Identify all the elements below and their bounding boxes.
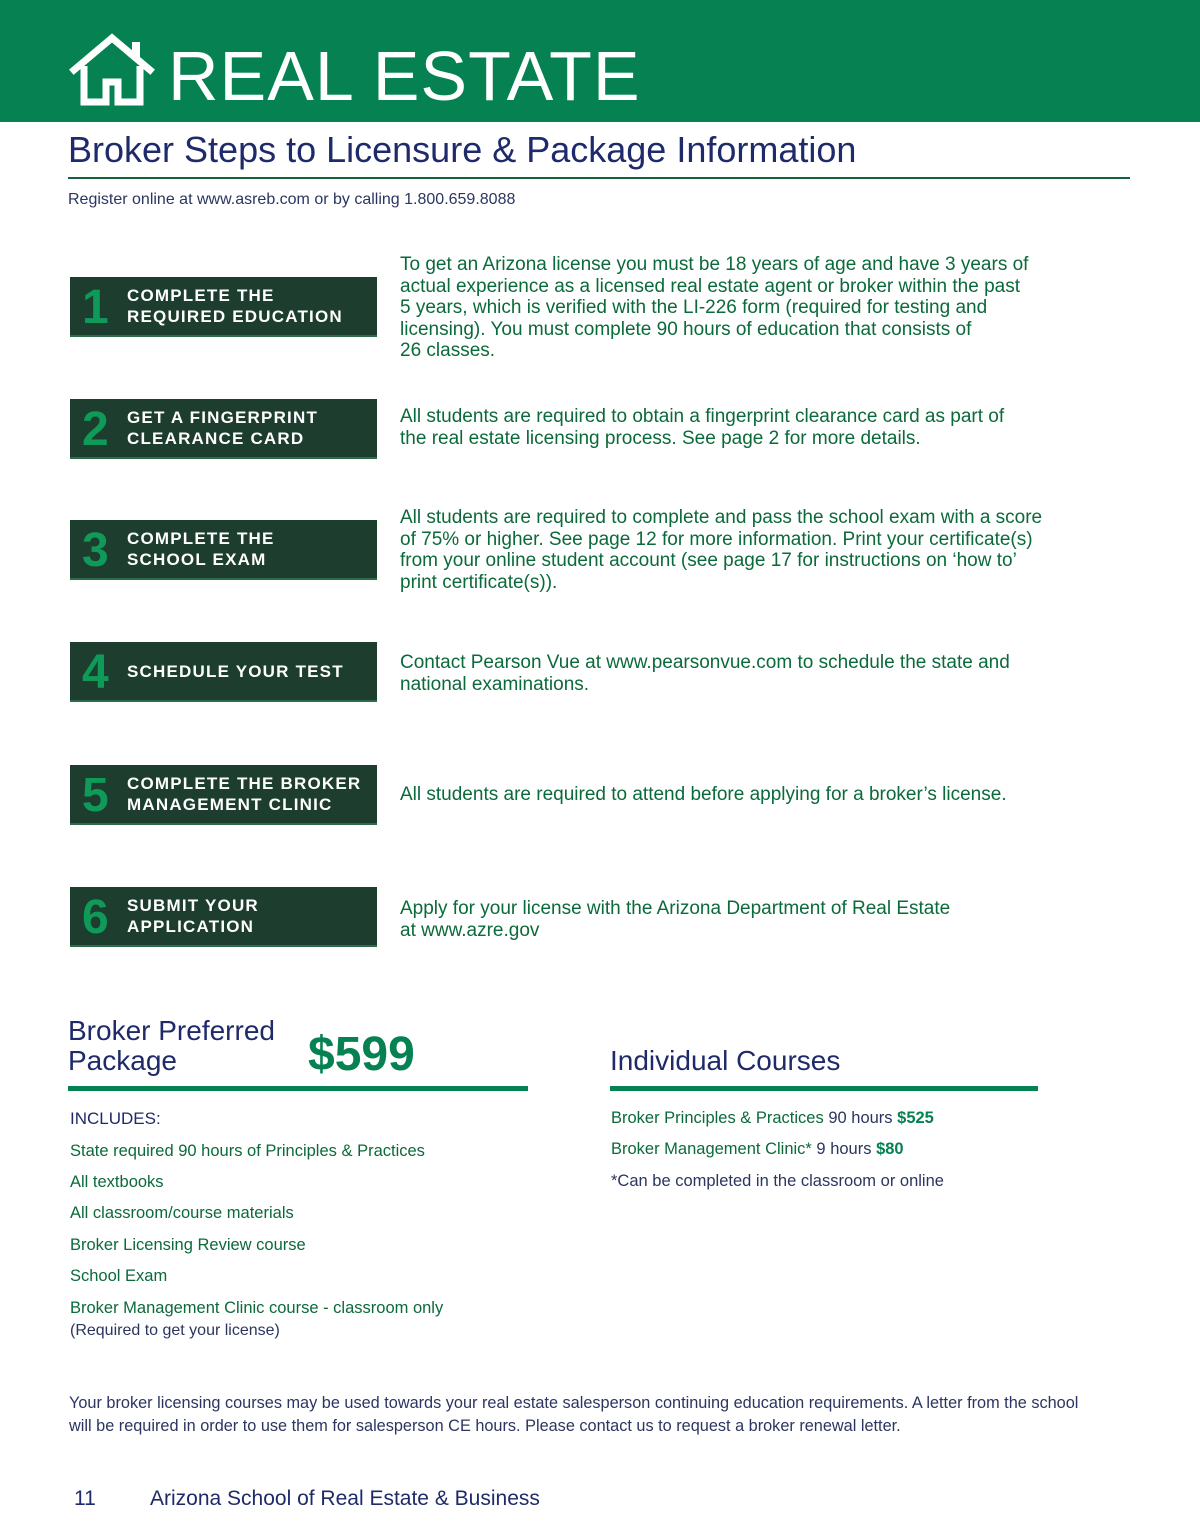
step-desc-line: All students are required to complete and pass the school exam with a score	[400, 507, 1043, 528]
step-1-label	[127, 277, 343, 335]
course-row	[611, 1107, 934, 1129]
step-desc-line: national examinations.	[400, 673, 590, 695]
package-title-line: Package	[68, 1045, 177, 1076]
footer-school-name: Arizona School of Real Estate & Business	[150, 1487, 540, 1510]
course-price: $525	[897, 1109, 934, 1127]
step-label-line: COMPLETE THE	[127, 529, 275, 548]
step-1-description	[400, 254, 1120, 362]
step-label-line: COMPLETE THE	[127, 286, 275, 305]
step-3-description	[400, 507, 1120, 593]
step-6-description	[400, 898, 1120, 941]
course-hours: 9 hours	[811, 1140, 877, 1158]
step-4-number: 4	[82, 646, 109, 699]
step-desc-line: Contact Pearson Vue at www.pearsonvue.com to schedule the state and	[400, 652, 1010, 673]
step-1-box	[70, 277, 377, 337]
step-2-number: 2	[82, 403, 109, 456]
step-desc-line: 5 years, which is verified with the LI-226 form (required for testing and	[400, 297, 988, 318]
step-2-description	[400, 406, 1120, 449]
step-6-box	[70, 887, 377, 947]
package-item: Broker Management Clinic course - classroom only	[70, 1299, 444, 1317]
step-label-line: REQUIRED EDUCATION	[127, 307, 343, 326]
package-item: All classroom/course materials	[70, 1204, 294, 1222]
step-label-line: COMPLETE THE BROKER	[127, 774, 362, 793]
step-desc-line: Apply for your license with the Arizona Department of Real Estate	[400, 898, 951, 919]
step-desc-line: at www.azre.gov	[400, 919, 540, 941]
page-title: REAL ESTATE	[168, 37, 641, 115]
package-title	[68, 1016, 275, 1076]
step-3-number: 3	[82, 524, 109, 577]
step-5-number: 5	[82, 769, 109, 822]
house-icon	[68, 32, 156, 108]
step-6-label	[127, 887, 259, 945]
step-4-label	[127, 642, 344, 700]
step-label-line: SCHEDULE YOUR TEST	[127, 661, 344, 681]
package-item: School Exam	[70, 1267, 168, 1285]
step-2-box	[70, 399, 377, 459]
course-footnote: *Can be completed in the classroom or online	[611, 1172, 944, 1190]
individual-divider	[610, 1086, 1038, 1091]
includes-label: INCLUDES:	[70, 1109, 161, 1128]
course-name: Broker Management Clinic*	[611, 1140, 812, 1158]
step-3-box	[70, 520, 377, 580]
header-banner	[0, 0, 1200, 122]
step-2-label	[127, 399, 318, 457]
section-title: Broker Steps to Licensure & Package Information	[68, 129, 857, 170]
step-desc-line: licensing). You must complete 90 hours of education that consists of	[400, 318, 972, 340]
package-item: Broker Licensing Review course	[70, 1236, 306, 1254]
ce-note	[69, 1392, 1078, 1438]
step-5-label	[127, 765, 361, 823]
individual-courses-title: Individual Courses	[610, 1045, 841, 1076]
step-desc-line: 26 classes.	[400, 340, 496, 361]
register-info: Register online at www.asreb.com or by calling 1.800.659.8088	[68, 191, 516, 208]
step-label-line: CLEARANCE CARD	[127, 429, 305, 448]
step-desc-line: All students are required to attend before applying for a broker’s license.	[400, 784, 1007, 805]
step-4-box	[70, 642, 377, 702]
step-desc-line: of 75% or higher. See page 12 for more information. Print your certificate(s)	[400, 528, 1033, 550]
package-note: (Required to get your license)	[70, 1322, 280, 1339]
step-label-line: GET A FINGERPRINT	[127, 408, 319, 427]
course-row	[611, 1138, 904, 1160]
package-title-line: Broker Preferred	[68, 1015, 275, 1046]
package-price: $599	[308, 1028, 415, 1081]
step-label-line: APPLICATION	[127, 917, 255, 936]
step-desc-line: the real estate licensing process. See page 2 for more details.	[400, 427, 921, 449]
step-4-description	[400, 652, 1120, 695]
course-hours: 90 hours	[823, 1109, 898, 1127]
package-divider	[68, 1086, 528, 1091]
step-desc-line: from your online student account (see page 17 for instructions on ‘how to’	[400, 550, 1017, 571]
step-5-description	[400, 784, 1120, 806]
step-desc-line: print certificate(s)).	[400, 571, 558, 593]
step-1-number: 1	[82, 281, 109, 334]
course-name: Broker Principles & Practices	[611, 1109, 824, 1127]
page-number: 11	[74, 1487, 96, 1510]
package-item: State required 90 hours of Principles & Practices	[70, 1142, 425, 1160]
step-6-number: 6	[82, 891, 109, 944]
step-label-line: SUBMIT YOUR	[127, 896, 259, 915]
step-3-label	[127, 520, 275, 578]
package-item: All textbooks	[70, 1173, 164, 1191]
ce-note-line: Your broker licensing courses may be used towards your real estate salesperson continuing education requirements. A letter from the school	[69, 1394, 1079, 1412]
step-5-box	[70, 765, 377, 825]
step-desc-line: actual experience as a licensed real estate agent or broker within the past	[400, 275, 1020, 297]
step-label-line: SCHOOL EXAM	[127, 550, 267, 569]
course-price: $80	[876, 1140, 904, 1158]
ce-note-line: will be required in order to use them for salesperson CE hours. Please contact us to request a broker renewal letter.	[69, 1417, 901, 1435]
step-label-line: MANAGEMENT CLINIC	[127, 795, 333, 814]
step-desc-line: All students are required to obtain a fingerprint clearance card as part of	[400, 406, 1005, 427]
step-desc-line: To get an Arizona license you must be 18 years of age and have 3 years of	[400, 254, 1029, 275]
divider	[68, 177, 1130, 179]
